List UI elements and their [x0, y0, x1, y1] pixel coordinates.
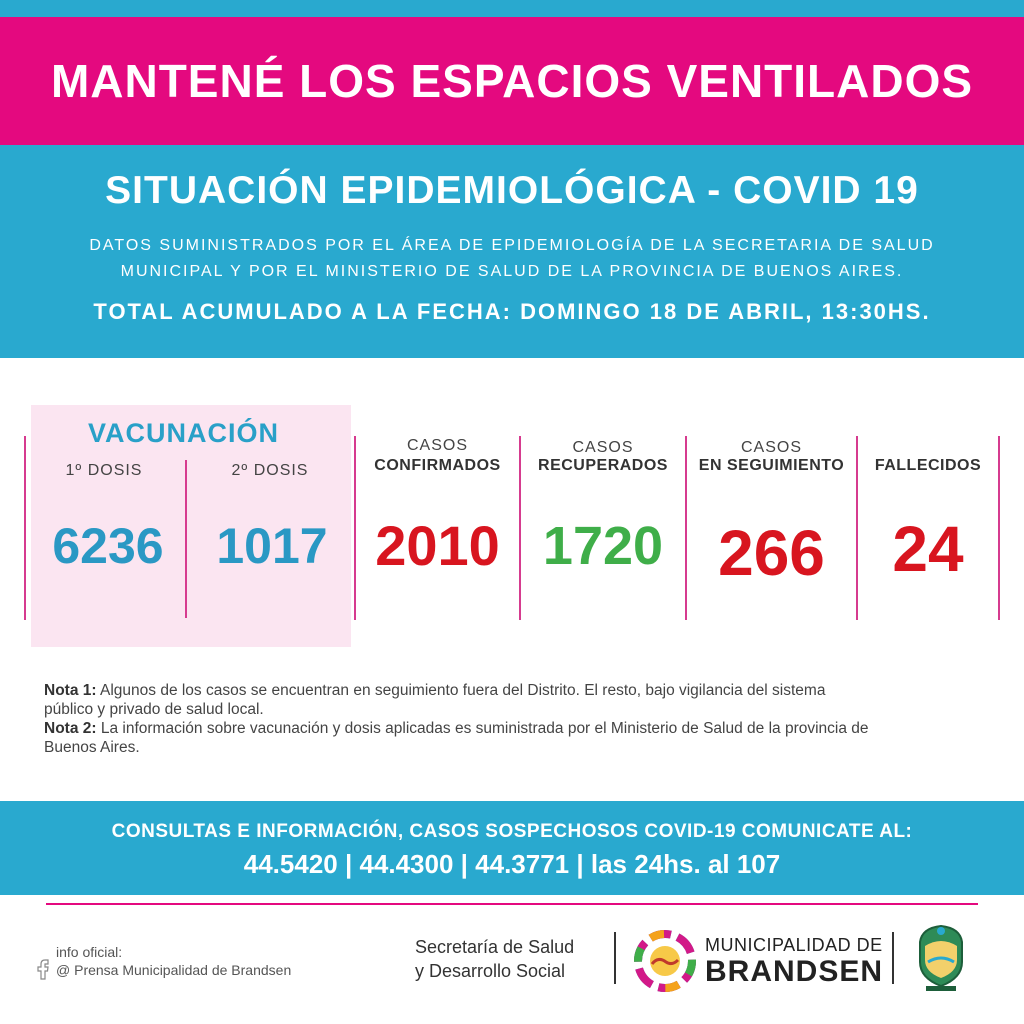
info-handle: @ Prensa Municipalidad de Brandsen	[56, 962, 292, 978]
contact-phones: 44.5420 | 44.4300 | 44.3771 | las 24hs. al 107	[243, 849, 781, 879]
followup-label-1: CASOS	[740, 439, 802, 456]
followup-label-2: EN SEGUIMIENTO	[698, 457, 845, 474]
secretaria-line-2: y Desarrollo Social	[415, 961, 566, 981]
footer-separator	[892, 932, 894, 984]
footer-separator	[614, 932, 616, 984]
dose1-label: 1º DOSIS	[65, 462, 143, 479]
followup-value: 266	[718, 517, 825, 589]
banner	[0, 17, 1024, 145]
municipality-logo-icon	[634, 930, 696, 992]
deceased-label: FALLECIDOS	[874, 457, 982, 474]
contact-heading: CONSULTAS E INFORMACIÓN, CASOS SOSPECHOSOS COVID-19 COMUNICATE AL:	[111, 821, 913, 842]
note1-text: Algunos de los casos se encuentran en seguimiento fuera del Distrito. El resto, bajo vigilancia del sistema público y privado de salud local.	[44, 682, 826, 718]
recovered-label-1: CASOS	[572, 439, 634, 456]
divider	[185, 460, 187, 618]
municipality-line-1: MUNICIPALIDAD DE	[705, 935, 883, 955]
banner-text: MANTENÉ LOS ESPACIOS VENTILADOS	[50, 55, 974, 107]
note1-title: Nota 1:	[44, 682, 97, 699]
contact-band	[0, 801, 1024, 895]
recovered-label-2: RECUPERADOS	[538, 457, 668, 474]
divider	[24, 436, 26, 620]
dose2-label: 2º DOSIS	[231, 462, 309, 479]
info-label: info oficial:	[56, 944, 123, 960]
page-title: SITUACIÓN EPIDEMIOLÓGICA - COVID 19	[105, 169, 919, 212]
deceased-value: 24	[892, 513, 964, 585]
dose1-value: 6236	[52, 518, 164, 574]
secretaria-line-1: Secretaría de Salud	[415, 937, 575, 957]
confirmed-value: 2010	[375, 514, 500, 577]
divider	[998, 436, 1000, 620]
municipal-seal-icon	[912, 922, 970, 994]
confirmed-label-1: CASOS	[406, 437, 468, 454]
confirmed-label-2: CONFIRMADOS	[374, 457, 501, 474]
header	[0, 145, 1024, 358]
vaccination-title: VACUNACIÓN	[88, 418, 279, 448]
footer-rule	[46, 903, 978, 905]
recovered-value: 1720	[542, 516, 664, 576]
note2-text: La información sobre vacunación y dosis aplicadas es suministrada por el Ministerio de Salud de la provincia de Buenos Aires.	[44, 720, 869, 756]
date-line: TOTAL ACUMULADO A LA FECHA: DOMINGO 18 DE ABRIL, 13:30HS.	[93, 299, 931, 324]
top-strip	[0, 0, 1024, 17]
dose2-value: 1017	[216, 518, 328, 574]
source-line-1: DATOS SUMINISTRADOS POR EL ÁREA DE EPIDEMIOLOGÍA DE LA SECRETARIA DE SALUD	[89, 237, 935, 254]
notes	[44, 681, 874, 757]
source-line-2: MUNICIPAL Y POR EL MINISTERIO DE SALUD DE LA PROVINCIA DE BUENOS AIRES.	[120, 263, 904, 280]
facebook-icon	[34, 958, 52, 980]
municipality-line-2: BRANDSEN	[705, 955, 884, 988]
note2-title: Nota 2:	[44, 720, 97, 737]
source-note	[40, 233, 984, 285]
